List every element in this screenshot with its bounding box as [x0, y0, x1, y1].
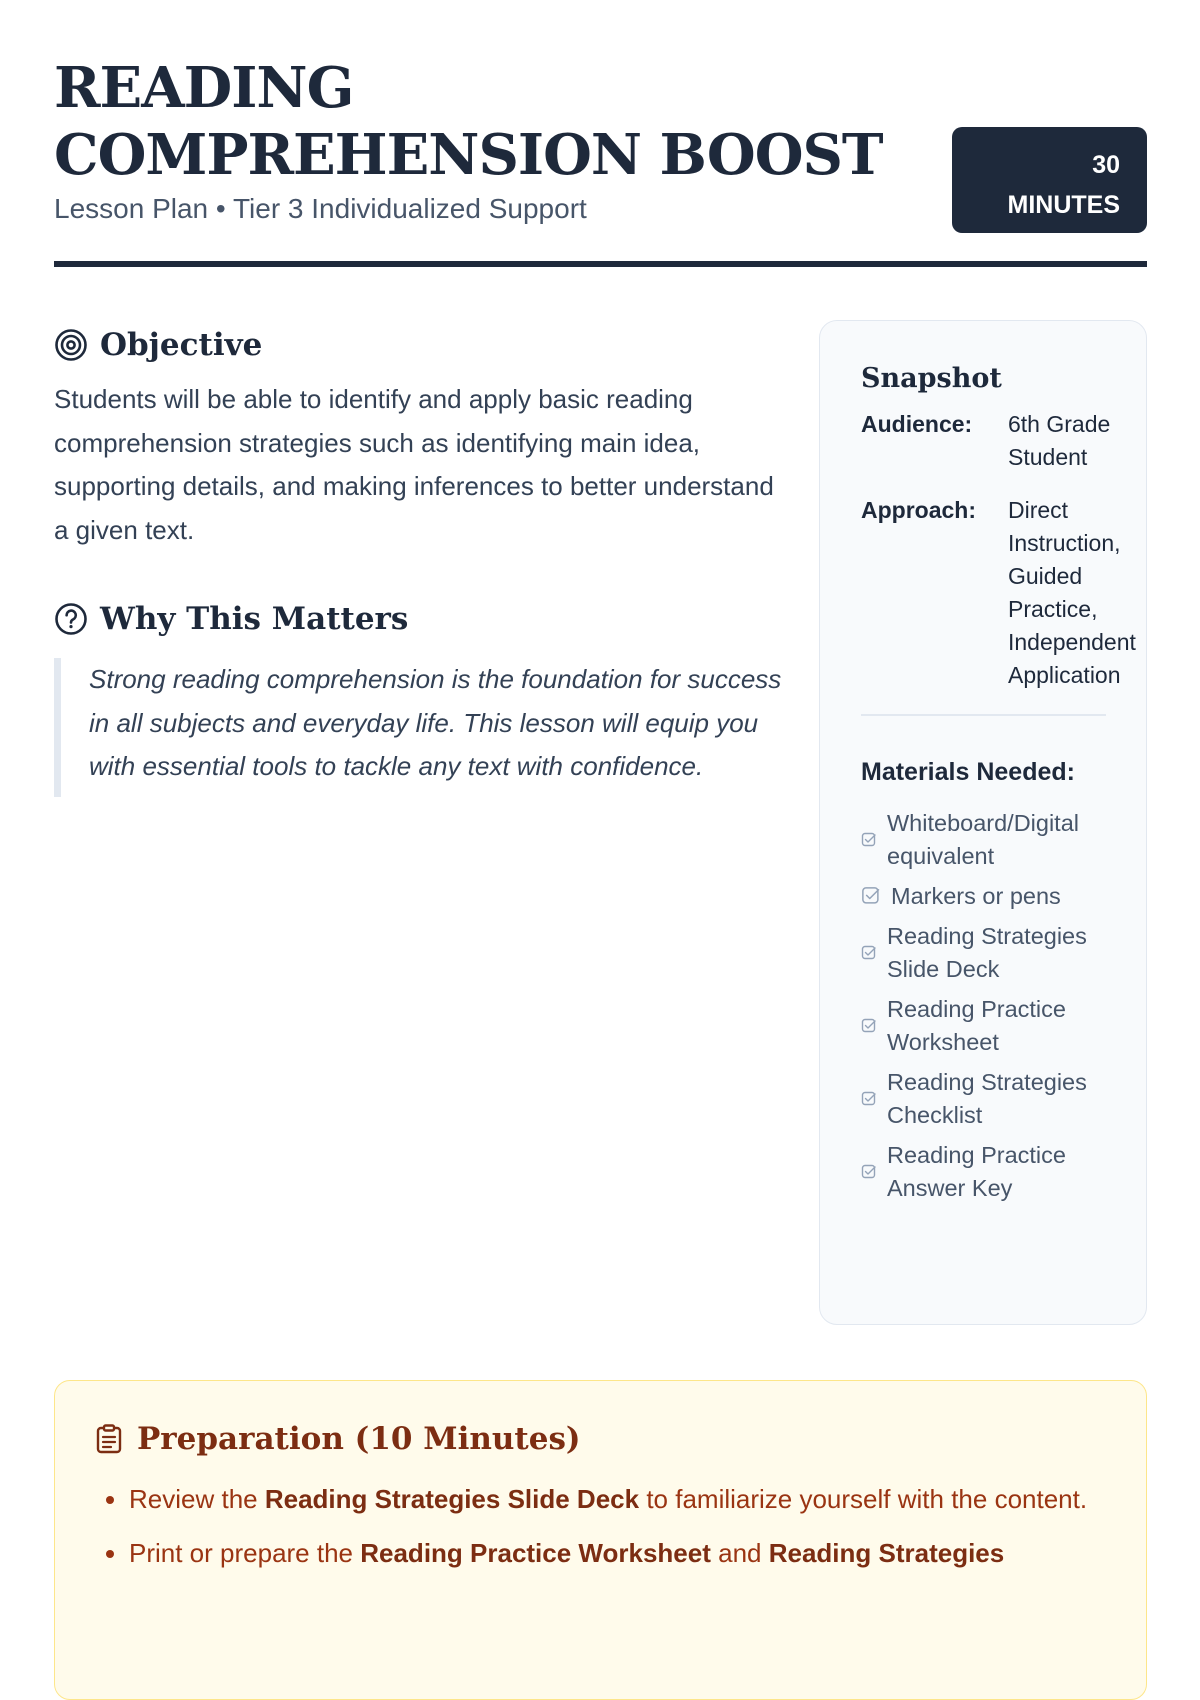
- list-item: • Print or prepare the Reading Practice Worksheet and Reading Strategies: [129, 1533, 1106, 1573]
- audience-row: [861, 408, 1146, 474]
- approach-value: Direct Instruction, Guided Practice, Independent Application: [1008, 497, 1136, 688]
- page-subtitle: Lesson Plan • Tier 3 Individualized Support: [54, 193, 587, 224]
- preparation-heading-label: Preparation (10 Minutes): [137, 1421, 581, 1457]
- preparation-heading: [95, 1421, 1106, 1457]
- checkbox-icon: [861, 1164, 877, 1180]
- list-item: Markers or pens: [861, 880, 1146, 913]
- header-divider: [54, 261, 1147, 267]
- list-item: • Review the Reading Strategies Slide Deck to familiarize yourself with the content.: [129, 1479, 1106, 1519]
- audience-value: 6th Grade Student: [1008, 411, 1111, 470]
- objective-heading: [54, 320, 784, 370]
- checkbox-icon: [861, 1091, 877, 1107]
- checkbox-icon: [861, 832, 877, 848]
- list-item: Reading Practice Answer Key: [861, 1139, 1146, 1205]
- clipboard-icon: [95, 1424, 123, 1454]
- main-column: [54, 320, 784, 797]
- objective-text: Students will be able to identify and apply basic reading comprehension strategies such as identifying main idea, supporting details, and making inferences to better understand a given text.: [54, 384, 774, 545]
- snapshot-title: Snapshot: [861, 363, 1002, 394]
- snapshot-card: [819, 320, 1147, 1325]
- lesson-plan-page: [54, 0, 1147, 1568]
- preparation-list: [95, 1479, 1106, 1573]
- checkbox-icon: [861, 1018, 877, 1034]
- approach-row: [861, 494, 1146, 692]
- duration-number: 30: [1092, 151, 1120, 179]
- why-section: [54, 594, 784, 797]
- page-title: READING COMPREHENSION BOOST: [54, 55, 883, 188]
- approach-label: Approach:: [861, 497, 976, 523]
- checkbox-icon: [861, 945, 877, 961]
- materials-list: [861, 807, 1146, 1205]
- why-heading-label: Why This Matters: [100, 601, 409, 637]
- materials-title: Materials Needed:: [861, 757, 1075, 786]
- audience-label: Audience:: [861, 411, 973, 437]
- target-icon: [54, 328, 88, 362]
- list-item: Reading Strategies Checklist: [861, 1066, 1146, 1132]
- why-quote: Strong reading comprehension is the foundation for success in all subjects and everyday life. This lesson will equip you with essential tools to tackle any text with confidence.: [54, 658, 784, 797]
- objective-heading-label: Objective: [100, 327, 263, 363]
- list-item: Reading Strategies Slide Deck: [861, 920, 1146, 986]
- list-item: Reading Practice Worksheet: [861, 993, 1146, 1059]
- duration-badge: [952, 127, 1147, 233]
- preparation-box: [54, 1380, 1147, 1700]
- checkbox-icon: [861, 886, 881, 906]
- list-item: Whiteboard/Digital equivalent: [861, 807, 1146, 873]
- duration-unit: MINUTES: [1007, 191, 1120, 219]
- snapshot-divider: [861, 714, 1106, 716]
- page-header: [54, 0, 1147, 268]
- question-circle-icon: [54, 602, 88, 636]
- why-heading: [54, 594, 784, 644]
